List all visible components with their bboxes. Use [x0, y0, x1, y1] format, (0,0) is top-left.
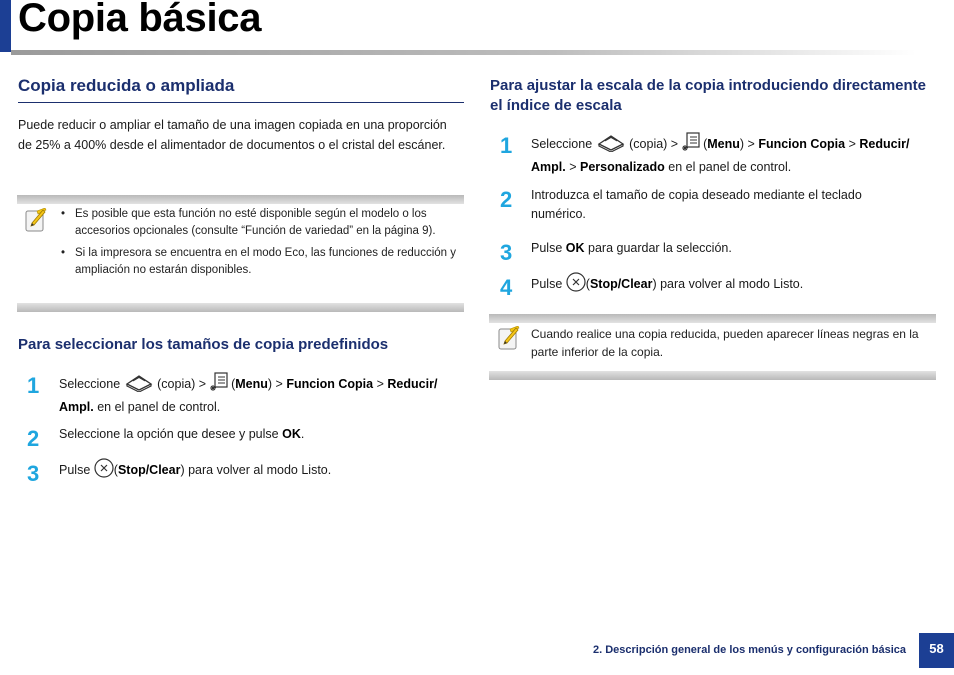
stop-clear-icon [94, 458, 114, 484]
step-pre: Seleccione la opción que desee y pulse [59, 427, 279, 441]
stop-clear-icon [566, 272, 586, 298]
step-personalizado: Personalizado [580, 159, 665, 174]
step-number: 1 [27, 373, 40, 398]
note-item: • Si la impresora se encuentra en el modo Eco, las funciones de reducción y ampliación no estarán disponibles. [61, 247, 456, 276]
note-top-bar [17, 195, 464, 204]
page-number: 58 [919, 633, 954, 668]
note-pencil-icon [25, 208, 47, 232]
step-text: Pulse (Stop/Clear) para volver al modo Listo. [59, 458, 467, 484]
step-reducir: Reducir/ Ampl. [59, 377, 438, 414]
step-tail: en el panel de control. [97, 399, 221, 414]
step-number: 3 [27, 461, 40, 486]
step-stop: Stop/Clear [589, 277, 653, 291]
step-text [531, 239, 931, 258]
step-number: 4 [500, 275, 513, 300]
step-number: 2 [500, 187, 513, 212]
copy-icon [596, 132, 626, 158]
step-text [59, 425, 467, 444]
step-pulse: Pulse [531, 277, 563, 291]
step-pulse: Pulse [59, 463, 91, 477]
step-text: Introduzca el tamaño de copia deseado mediante el teclado numérico. [531, 188, 862, 221]
step-text: Pulse (Stop/Clear) para volver al modo Listo. [531, 272, 931, 298]
step-separator: > [569, 159, 577, 174]
step-reducir: Reducir/ Ampl. [531, 137, 910, 174]
step-word: Seleccione [59, 377, 121, 391]
footer-chapter: 2. Descripción general de los menús y configuración básica [593, 644, 906, 656]
note-box-right [489, 314, 936, 380]
step-tail: en el panel de control. [668, 159, 792, 174]
title-rule [11, 50, 916, 55]
note-bottom-bar [489, 371, 936, 380]
note-list [59, 206, 463, 284]
section-heading-right: Para ajustar la escala de la copia introduciendo directamente el índice de escala [490, 77, 926, 114]
page-title: Copia básica [18, 0, 262, 40]
note-item-text: Es posible que esta función no esté disponible según el modelo o los accesorios opcionales (consulte “Función de variedad” en la página 9). [75, 208, 436, 237]
intro-paragraph: Puede reducir o ampliar el tamaño de una imagen copiada en una proporción de 25% a 400% desde el alimentador de documentos o el cristal del escáner. [18, 118, 447, 152]
step-menu: Menu [707, 137, 740, 151]
step-text: Seleccione (copia) > (Menu) > Funcion Copia > Reducir/ Ampl. > Personalizado en el panel de control. [531, 132, 941, 176]
step-ok: OK [282, 427, 301, 441]
step-funcion-copia: Funcion Copia [286, 377, 374, 391]
note-top-bar [489, 314, 936, 323]
step-post: para guardar la selección. [588, 241, 732, 255]
subheading-predefined: Para seleccionar los tamaños de copia predefinidos [18, 336, 389, 353]
menu-icon [682, 132, 700, 158]
step-number: 3 [500, 240, 513, 265]
step-stop: Stop/Clear [117, 463, 181, 477]
note-bottom-bar [17, 303, 464, 312]
note-text: Cuando realice una copia reducida, pueden aparecer líneas negras en la parte inferior de la copia. [531, 327, 919, 359]
step-separator: > [747, 137, 755, 151]
step-number: 2 [27, 426, 40, 451]
note-box-left [17, 195, 464, 312]
note-item-text: Si la impresora se encuentra en el modo Eco, las funciones de reducción y ampliación no estarán disponibles. [75, 247, 456, 276]
title-accent-bar [0, 0, 11, 52]
step-menu: Menu [235, 377, 268, 391]
menu-icon [210, 372, 228, 398]
step-separator: > [376, 377, 384, 391]
step-post: ) para volver al modo Listo. [652, 277, 804, 291]
note-item: • Es posible que esta función no esté disponible según el modelo o los accesorios opcionales (consulte “Función de variedad” en la página 9). [61, 208, 436, 237]
note-pencil-icon [498, 326, 520, 350]
step-post: . [300, 427, 305, 441]
step-funcion-copia: Funcion Copia [758, 137, 846, 151]
section-heading-rule [18, 102, 464, 103]
copy-icon [124, 372, 154, 398]
step-post: ) para volver al modo Listo. [180, 463, 332, 477]
step-text: Seleccione (copia) > (Menu) > Funcion Copia > Reducir/ Ampl. en el panel de control. [59, 372, 467, 416]
section-heading-left: Copia reducida o ampliada [18, 76, 235, 95]
step-separator: > [848, 137, 856, 151]
step-copy-label: (copia) > [629, 137, 679, 151]
step-word: Seleccione [531, 137, 593, 151]
step-pre: Pulse [531, 241, 563, 255]
step-number: 1 [500, 133, 513, 158]
step-ok: OK [565, 241, 585, 255]
step-separator: > [275, 377, 283, 391]
step-copy-label: (copia) > [157, 377, 207, 391]
